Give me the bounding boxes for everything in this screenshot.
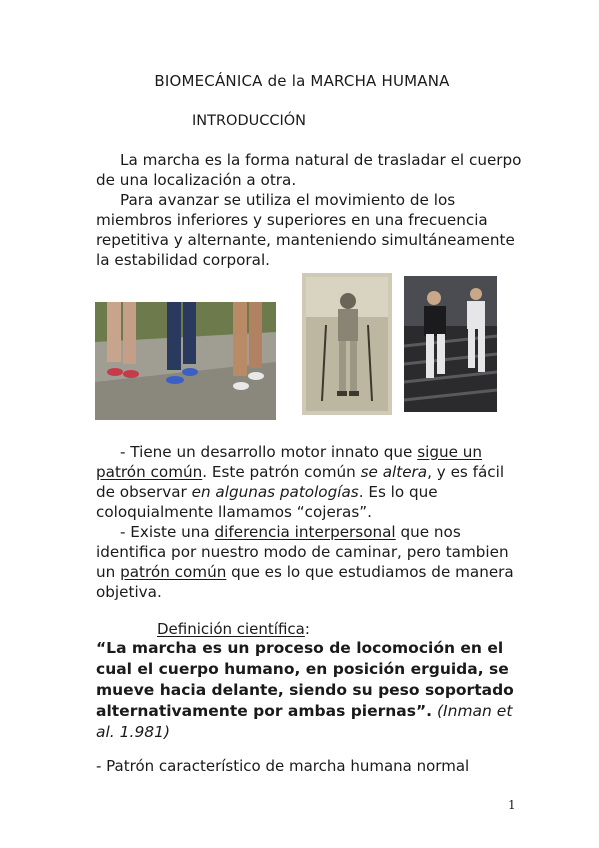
underlined-term: sigue un patrón común [96,443,483,481]
bullet-interpersonal [96,522,526,602]
body-text [96,442,526,602]
intro-paragraph-2: Para avanzar se utiliza el movimiento de los miembros inferiores y superiores en una frecuencia repetitiva y alternante, manteniendo simultáneamente la estabilidad corporal. [96,191,515,269]
text-run: , y es fácil de observar [96,463,505,501]
closing-line: - Patrón característico de marcha humana normal [96,757,470,775]
definition-heading-text: Definición científica [157,620,305,638]
definition-heading [157,620,310,638]
definition-quote [96,638,536,743]
underlined-term: patrón común [120,563,227,581]
text-run: - Existe una [120,523,215,541]
intro-paragraph-1: La marcha es la forma natural de trasladar el cuerpo de una localización a otra. [96,151,522,189]
text-run: - Tiene un desarrollo motor innato que [120,443,418,461]
text-run: . Este patrón común [202,463,361,481]
text-run: que es lo que estudiamos de manera objetiva. [96,563,514,601]
text-run: . Es lo que coloquialmente llamamos “cojeras”. [96,483,438,521]
exoskeleton-photo [404,276,497,412]
crutches-photo [302,273,392,415]
section-heading: INTRODUCCIÓN [192,113,307,129]
page-number: 1 [508,798,516,812]
italic-term: se altera [360,463,428,481]
italic-term: en algunas patologías [191,483,359,501]
definition-colon: : [304,620,310,638]
intro-text [96,150,526,270]
bullet-innate-pattern [96,442,526,522]
text-run: que nos identifica por nuestro modo de caminar, pero tambien un [96,523,509,581]
citation: (Inman et al. 1.981) [96,702,513,741]
page-title: BIOMECÁNICA de la MARCHA HUMANA [154,72,450,90]
quote-text: “La marcha es un proceso de locomoción en el cual el cuerpo humano, en posición erguida, se mueve hacia delante, siendo su peso soportado alternativamente por ambas piernas”. [96,639,514,720]
underlined-term: diferencia interpersonal [214,523,396,541]
walkers-legs-photo [95,302,276,420]
